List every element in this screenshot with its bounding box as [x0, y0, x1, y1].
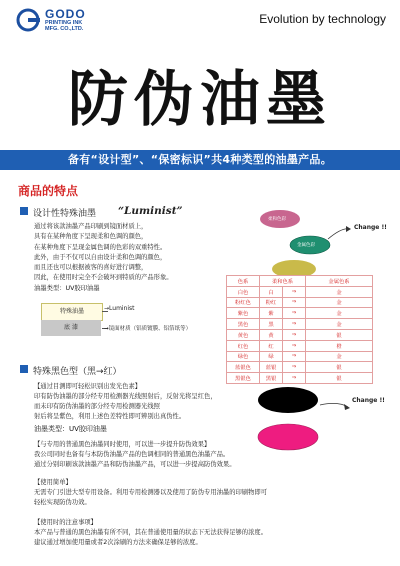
- tagline: Evolution by technology: [259, 12, 386, 26]
- description-line: 在某种角度下呈现金属色调的色彩的双重特性。: [34, 243, 167, 251]
- bullet-square-icon: [20, 365, 28, 373]
- blue-banner: [0, 150, 400, 170]
- substrate-layer-label-text: 镜面材质（铝质镀膜、铝箔纸等）: [108, 326, 192, 332]
- box-line: 无需专门引进大型专用设备。利用专用检测器以及使用了防伪专用油墨的印刷物即可: [34, 489, 267, 496]
- ink-type-line: 油墨类型：UV胶印油墨: [34, 284, 100, 292]
- description-line: 此外，由于不仅可以自由设计柔和色调的颜色，: [34, 253, 167, 261]
- luminist-layer-label: →Luminist: [104, 305, 135, 312]
- logo-line-3: MFG. CO.,LTD.: [45, 25, 84, 32]
- table-cell: 粉红: [260, 297, 283, 308]
- logo-line-1: GODO: [45, 7, 86, 21]
- table-cell: 红色: [227, 340, 260, 351]
- table-cell: 黑: [260, 319, 283, 330]
- table-cell: 金: [306, 308, 373, 319]
- box-line: 射后将呈紫色，利用上述色差特性即可辨别出真伪性。: [34, 413, 186, 420]
- table-header: 金属色系: [306, 276, 373, 287]
- luminist-description: [34, 222, 244, 294]
- pastel-ellipse-label: 柔和色彩: [268, 217, 286, 222]
- caution-box: [34, 518, 356, 548]
- table-cell: 银: [306, 329, 373, 340]
- box-line: 【使用时的注意事项】: [34, 519, 97, 526]
- page-title: 防伪油墨: [68, 65, 332, 135]
- table-cell: ⇒: [283, 351, 306, 362]
- table-header-row: [227, 276, 373, 287]
- table-cell: 红: [260, 340, 283, 351]
- table-cell: ⇒: [283, 329, 306, 340]
- table-cell: ⇒: [283, 297, 306, 308]
- box-line: 轻松实现防伪功效。: [34, 499, 91, 506]
- table-row: [227, 297, 373, 308]
- table-cell: 金: [306, 319, 373, 330]
- box-line: 本产品与普通的黑色油墨有所不同，其在普通使用量的状态下无法获得足够的浓度。: [34, 529, 267, 536]
- box-line: 印有防伪油墨的部分经专用检测器光线照射后，反射光将呈红色，: [34, 393, 217, 400]
- table-cell: ⇒: [283, 373, 306, 384]
- table-row: [227, 340, 373, 351]
- color-table: [226, 275, 373, 384]
- easy-use-box: [34, 478, 356, 508]
- bullet-square-icon: [20, 207, 28, 215]
- table-cell: 绿: [260, 351, 283, 362]
- box-line: 建议通过增加使用量或者2次涂刷的方法来确保足够的浓度。: [34, 539, 202, 546]
- description-line: 因此，在使用时完全不会破坏到特质的产品形象。: [34, 274, 173, 282]
- table-header: 色系: [227, 276, 260, 287]
- table-cell: ⇒: [283, 308, 306, 319]
- table-cell: 蓝银色: [227, 362, 260, 373]
- table-cell: ⇒: [283, 286, 306, 297]
- table-row: [227, 362, 373, 373]
- box-line: 【与专用的普通黑色油墨同时使用，可以进一步提升防伪效果】: [34, 441, 211, 448]
- box-line: 而未印有防伪油墨的部分经专用检测器光线照: [34, 403, 160, 410]
- gold-color-ellipse: [272, 260, 316, 275]
- table-cell: 金: [306, 286, 373, 297]
- table-cell: 绿色: [227, 351, 260, 362]
- substrate-layer-label: →镜面材质（铝质镀膜、铝箔纸等）: [104, 326, 192, 332]
- box-line: 【通过目测即可轻松识别出发光色素】: [34, 383, 142, 390]
- metallic-ellipse-label: 金属色彩: [297, 243, 315, 248]
- table-cell: ⇒: [283, 319, 306, 330]
- table-cell: 银: [306, 373, 373, 384]
- description-line: 而且还也可以根据被客的喜好进行调整，: [34, 264, 148, 272]
- table-cell: 粉红色: [227, 297, 260, 308]
- table-cell: 紫色: [227, 308, 260, 319]
- table-cell: 蓝银: [260, 362, 283, 373]
- table-cell: 黄色: [227, 329, 260, 340]
- logo-line-2: PRINTING INK: [45, 20, 83, 26]
- company-logo-icon: [16, 8, 42, 32]
- table-cell: 橙: [306, 340, 373, 351]
- table-cell: ⇒: [283, 362, 306, 373]
- change-label: Change !!: [354, 224, 387, 231]
- box-line: 【使用简单】: [34, 479, 72, 486]
- red-change-label: Change !!: [352, 397, 385, 404]
- section-heading: 商品的特点: [18, 184, 79, 198]
- table-row: [227, 286, 373, 297]
- red-ink-subtitle: 特殊黑色型（黑→红）: [33, 367, 122, 377]
- combined-use-box: [34, 440, 356, 470]
- banner-text: 备有“设计型”、“保密标识”共4种类型的油墨产品。: [67, 153, 333, 166]
- table-row: [227, 319, 373, 330]
- detection-box: [34, 382, 356, 434]
- company-logo-text: [45, 8, 115, 32]
- table-cell: 白: [260, 286, 283, 297]
- luminist-layer-label-text: Luminist: [109, 305, 135, 312]
- description-line: 通过将该款油墨产品印刷到镜面材质上，: [34, 223, 148, 230]
- table-cell: 黑银色: [227, 373, 260, 384]
- table-cell: 紫: [260, 308, 283, 319]
- table-cell: 黑色: [227, 319, 260, 330]
- table-row: [227, 351, 373, 362]
- description-line: 具有在某种角度下呈现柔和色调的颜色，: [34, 233, 148, 241]
- table-row: [227, 329, 373, 340]
- table-cell: 银: [306, 362, 373, 373]
- table-cell: 黑银: [260, 373, 283, 384]
- table-cell: 金: [306, 351, 373, 362]
- primer-layer: 底 漆: [41, 320, 101, 336]
- box-line: 我公司同时也备有与本防伪油墨产品的色调相同的普通黑色油墨产品。: [34, 451, 230, 458]
- ink-type-line: 油墨类型：UV胶印油墨: [34, 425, 107, 433]
- table-header: 柔和色系: [260, 276, 306, 287]
- table-cell: 黄: [260, 329, 283, 340]
- table-cell: ⇒: [283, 340, 306, 351]
- table-cell: 金: [306, 297, 373, 308]
- table-row: [227, 308, 373, 319]
- luminist-subtitle: 设计性特殊油墨: [33, 209, 97, 219]
- table-cell: 白色: [227, 286, 260, 297]
- box-line: 通过分别印刷该款油墨产品和防伪油墨产品，可以进一步提高防伪效果。: [34, 461, 236, 468]
- special-ink-layer: 特殊油墨: [41, 303, 103, 321]
- luminist-product-name: “Luminist”: [118, 205, 183, 217]
